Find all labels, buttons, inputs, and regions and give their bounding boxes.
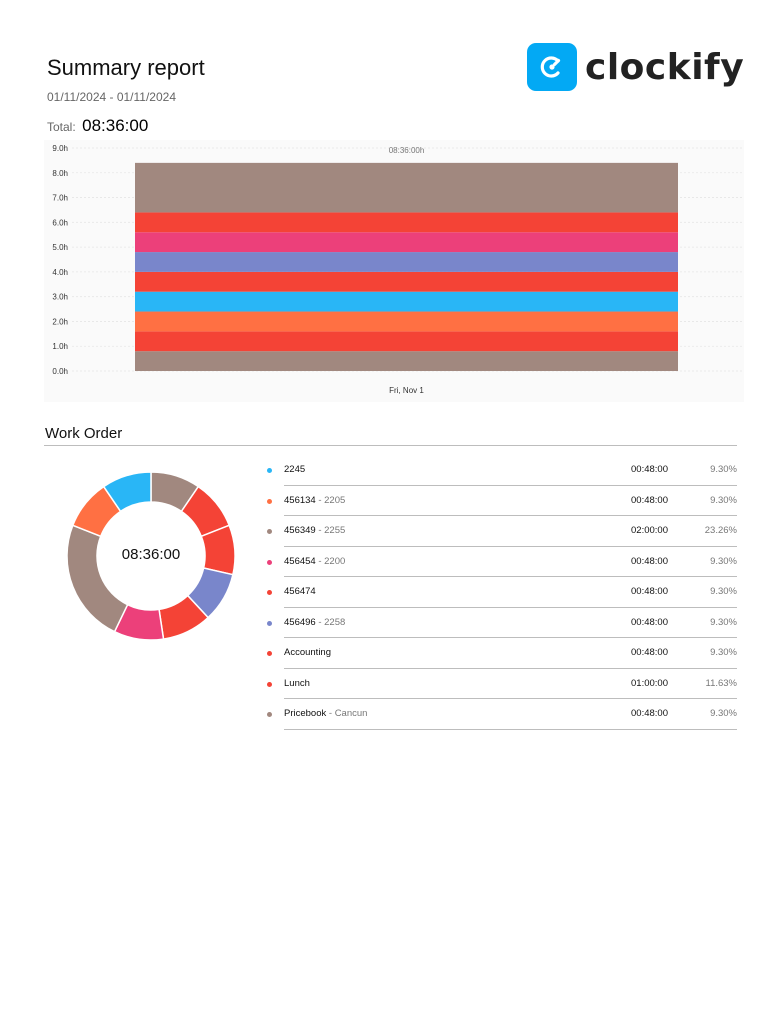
legend-dot: [267, 590, 272, 595]
legend-percent: 9.30%: [710, 494, 737, 506]
x-tick-label: Fri, Nov 1: [389, 386, 424, 395]
y-tick-label: 1.0h: [52, 342, 68, 352]
legend-time: 00:48:00: [631, 464, 668, 475]
legend-name-text: Accounting: [284, 647, 332, 658]
legend-time: 01:00:00: [631, 677, 668, 689]
bar-segment: [135, 232, 678, 252]
legend-subtext: - 2258: [315, 616, 346, 628]
total-label: Total:: [47, 120, 76, 134]
legend-percent: 23.26%: [704, 525, 737, 536]
bar-segment: [135, 331, 678, 351]
y-tick-label: 0.0h: [52, 367, 68, 376]
work-order-title: Work Order: [45, 425, 123, 442]
y-tick-label: 7.0h: [52, 193, 68, 203]
donut-center-label: 08:36:00: [121, 546, 181, 563]
legend-dot: [267, 499, 272, 504]
page-title: Summary report: [47, 55, 205, 80]
work-order-legend: [262, 455, 737, 730]
legend-time: 00:48:00: [631, 555, 668, 567]
legend-subtext: - 2255: [315, 525, 346, 536]
bar-segment: [135, 163, 678, 213]
legend-row: [284, 486, 737, 517]
y-tick-label: 2.0h: [52, 317, 68, 327]
legend-name-text: 2245: [284, 464, 306, 475]
clockify-logo: [527, 43, 744, 91]
legend-time: 00:48:00: [631, 494, 668, 506]
legend-dot: [267, 560, 272, 565]
y-tick-label: 6.0h: [52, 218, 68, 228]
legend-name: [284, 617, 345, 628]
legend-name-text: 456454: [284, 555, 316, 567]
clockify-logo-icon: [527, 43, 577, 91]
bar-segment: [135, 272, 678, 292]
legend-percent: 9.30%: [710, 647, 737, 658]
legend-time: 00:48:00: [631, 616, 668, 628]
bar-segment: [135, 292, 678, 312]
legend-name: [284, 647, 331, 658]
bar-segment: [135, 312, 678, 332]
legend-name: [284, 556, 345, 567]
legend-name: [284, 464, 305, 475]
legend-row: [284, 577, 737, 608]
legend-name: [284, 678, 310, 689]
bar-total-label: 08:36:00h: [388, 146, 425, 155]
legend-percent: 9.30%: [710, 708, 737, 719]
legend-time: 00:48:00: [631, 586, 668, 597]
donut-slice: [67, 525, 128, 631]
legend-percent: 9.30%: [710, 555, 737, 567]
y-tick-label: 9.0h: [52, 144, 68, 153]
logo-text: clockify: [585, 46, 745, 88]
y-tick-label: 8.0h: [52, 168, 68, 178]
total-summary: [47, 116, 148, 136]
legend-name-text: 456474: [284, 586, 316, 597]
legend-row: [284, 699, 737, 730]
legend-row: [284, 669, 737, 700]
y-tick-label: 3.0h: [52, 292, 68, 302]
legend-row: [284, 638, 737, 669]
legend-subtext: - 2205: [315, 494, 346, 506]
legend-percent: 11.63%: [705, 677, 737, 689]
bar-segment: [135, 252, 678, 272]
legend-dot: [267, 468, 272, 473]
legend-dot: [267, 712, 272, 717]
legend-name-text: Pricebook: [284, 708, 327, 719]
legend-time: 00:48:00: [631, 708, 668, 719]
legend-name-text: 456349: [284, 525, 316, 536]
legend-row: [284, 547, 737, 578]
legend-time: 00:48:00: [631, 647, 668, 658]
bar-segment: [135, 351, 678, 371]
legend-row: [284, 516, 737, 547]
y-tick-label: 5.0h: [52, 243, 68, 253]
legend-percent: 9.30%: [710, 464, 737, 475]
legend-name-text: 456134: [284, 494, 316, 506]
legend-time: 02:00:00: [631, 525, 668, 536]
legend-name-text: 456496: [284, 616, 316, 628]
legend-dot: [267, 621, 272, 626]
legend-subtext: - Cancun: [326, 708, 368, 719]
legend-dot: [267, 682, 272, 687]
divider: [44, 445, 737, 446]
legend-percent: 9.30%: [710, 616, 737, 628]
y-tick-label: 4.0h: [52, 267, 68, 277]
daily-bar-chart: [44, 140, 744, 402]
bar-segment: [135, 212, 678, 232]
legend-name: [284, 586, 316, 597]
legend-name: [284, 708, 367, 719]
legend-row: [284, 608, 737, 639]
total-value: 08:36:00: [82, 116, 149, 135]
legend-dot: [267, 529, 272, 534]
legend-name-text: Lunch: [284, 677, 310, 689]
legend-row: [284, 455, 737, 486]
legend-subtext: - 2200: [315, 555, 346, 567]
legend-name: [284, 525, 345, 536]
legend-percent: 9.30%: [710, 586, 737, 597]
legend-dot: [267, 651, 272, 656]
legend-name: [284, 495, 345, 506]
date-range: 01/11/2024 - 01/11/2024: [47, 90, 176, 104]
